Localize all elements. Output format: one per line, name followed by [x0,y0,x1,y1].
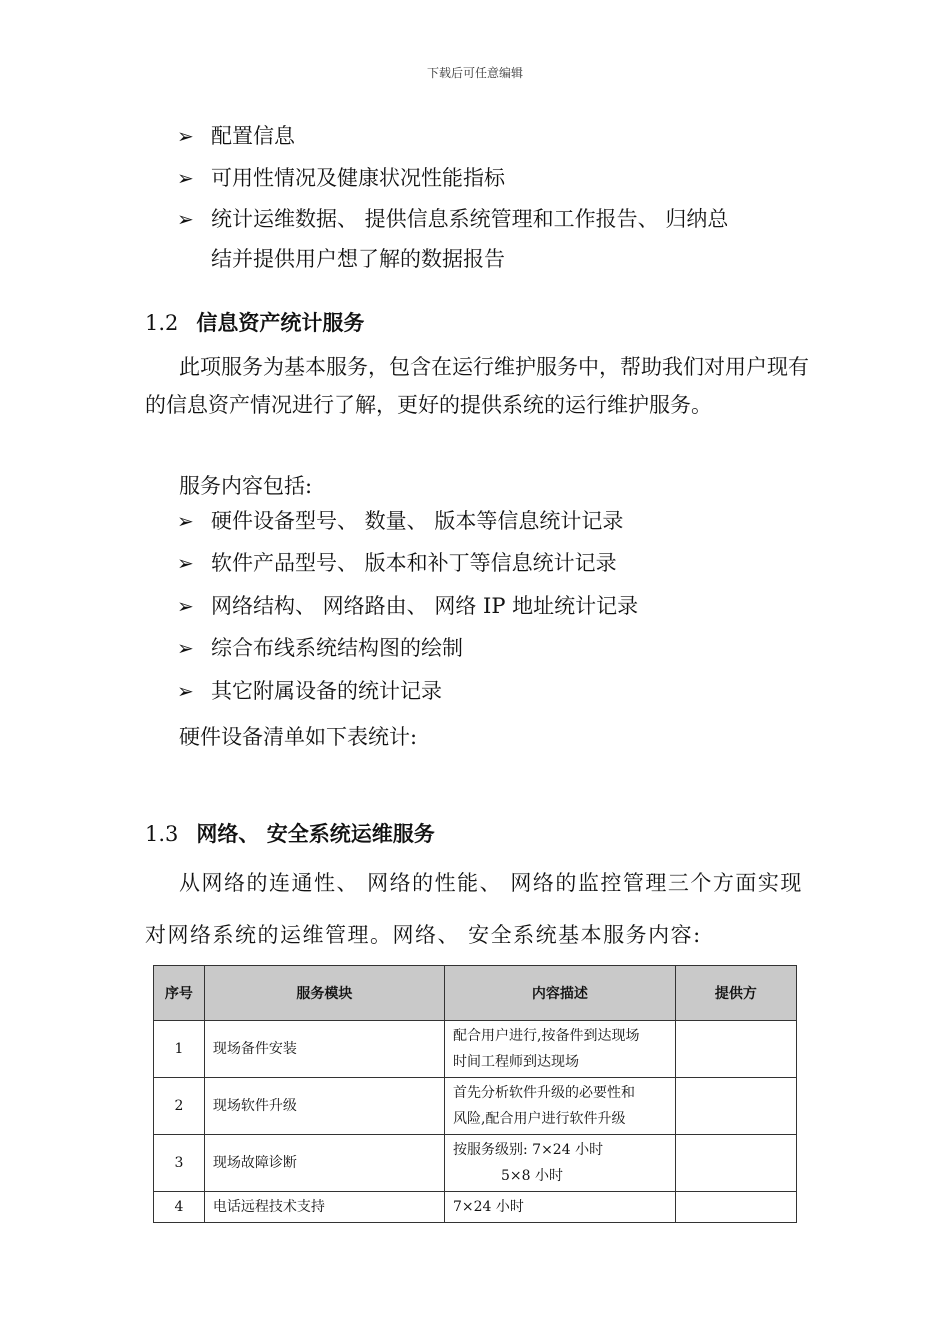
description-line: 按服务级别: 7×24 小时 [453,1142,604,1158]
cell-provider [675,1135,796,1192]
table-row [154,1135,797,1192]
cell-index: 3 [154,1135,205,1192]
column-header-index: 序号 [154,966,205,1021]
cell-module: 现场软件升级 [204,1078,444,1135]
section-heading [145,818,435,848]
description-line: 时间工程师到达现场 [453,1054,579,1070]
cell-index: 4 [154,1192,205,1223]
list-item-text: 统计运维数据、 提供信息系统管理和工作报告、 归纳总 [211,207,729,231]
arrow-bullet-icon: ➢ [177,594,194,618]
list-item [177,199,817,279]
list-item-text: 其它附属设备的统计记录 [211,679,442,703]
cell-index: 2 [154,1078,205,1135]
list-item-text-continued: 结并提供用户想了解的数据报告 [211,247,505,271]
table-header-row [154,966,797,1021]
list-item-text: 网络结构、 网络路由、 网络 IP 地址统计记录 [211,594,639,618]
list-item-text: 硬件设备型号、 数量、 版本等信息统计记录 [211,509,624,533]
cell-provider [675,1192,796,1223]
cell-description [445,1078,676,1135]
cell-module: 现场备件安装 [204,1021,444,1078]
list-item-text: 综合布线系统结构图的绘制 [211,636,463,660]
list-item-text: 软件产品型号、 版本和补丁等信息统计记录 [211,551,617,575]
cell-provider [675,1078,796,1135]
service-table [153,965,797,1223]
cell-module: 电话远程技术支持 [204,1192,444,1223]
arrow-bullet-icon: ➢ [177,124,194,148]
page-header: 下载后可任意编辑 [426,66,523,80]
cell-index: 1 [154,1021,205,1078]
description-line: 配合用户进行,按备件到达现场 [453,1028,640,1044]
section-heading [145,307,364,337]
table-row [154,1078,797,1135]
list-item-text: 可用性情况及健康状况性能指标 [211,166,505,190]
table-row [154,1021,797,1078]
cell-description: 7×24 小时 [445,1192,676,1223]
section-number: 1.2 [145,311,179,335]
description-line: 风险,配合用户进行软件升级 [453,1111,626,1127]
section-title: 信息资产统计服务 [196,311,365,335]
cell-provider [675,1021,796,1078]
cell-description [445,1021,676,1078]
list-item [177,586,817,626]
arrow-bullet-icon: ➢ [177,636,194,660]
section-paragraph: 从网络的连通性、 网络的性能、 网络的监控管理三个方面实现对网络系统的运维管理。网络、 安全系统基本服务内容: [145,871,803,947]
arrow-bullet-icon: ➢ [177,551,194,575]
arrow-bullet-icon: ➢ [177,509,194,533]
cell-description [445,1135,676,1192]
column-header-description: 内容描述 [445,966,676,1021]
column-header-module: 服务模块 [204,966,444,1021]
closing-text: 硬件设备清单如下表统计: [179,725,418,749]
list-intro: 服务内容包括: [179,474,313,498]
list-item [177,543,817,583]
arrow-bullet-icon: ➢ [177,166,194,190]
list-item [177,116,817,156]
arrow-bullet-icon: ➢ [177,207,194,231]
list-item [177,671,817,711]
table-row [154,1192,797,1223]
list-item [177,501,817,541]
list-item [177,628,817,668]
description-line: 5×8 小时 [501,1168,563,1184]
list-item-text: 配置信息 [211,124,295,148]
description-line: 首先分析软件升级的必要性和 [453,1085,635,1101]
list-item [177,158,817,198]
section-paragraph: 此项服务为基本服务，包含在运行维护服务中，帮助我们对用户现有的信息资产情况进行了解，更好的提供系统的运行维护服务。 [145,355,809,417]
section-number: 1.3 [145,822,179,846]
arrow-bullet-icon: ➢ [177,679,194,703]
section-title: 网络、 安全系统运维服务 [196,822,435,846]
cell-module: 现场故障诊断 [204,1135,444,1192]
column-header-provider: 提供方 [675,966,796,1021]
